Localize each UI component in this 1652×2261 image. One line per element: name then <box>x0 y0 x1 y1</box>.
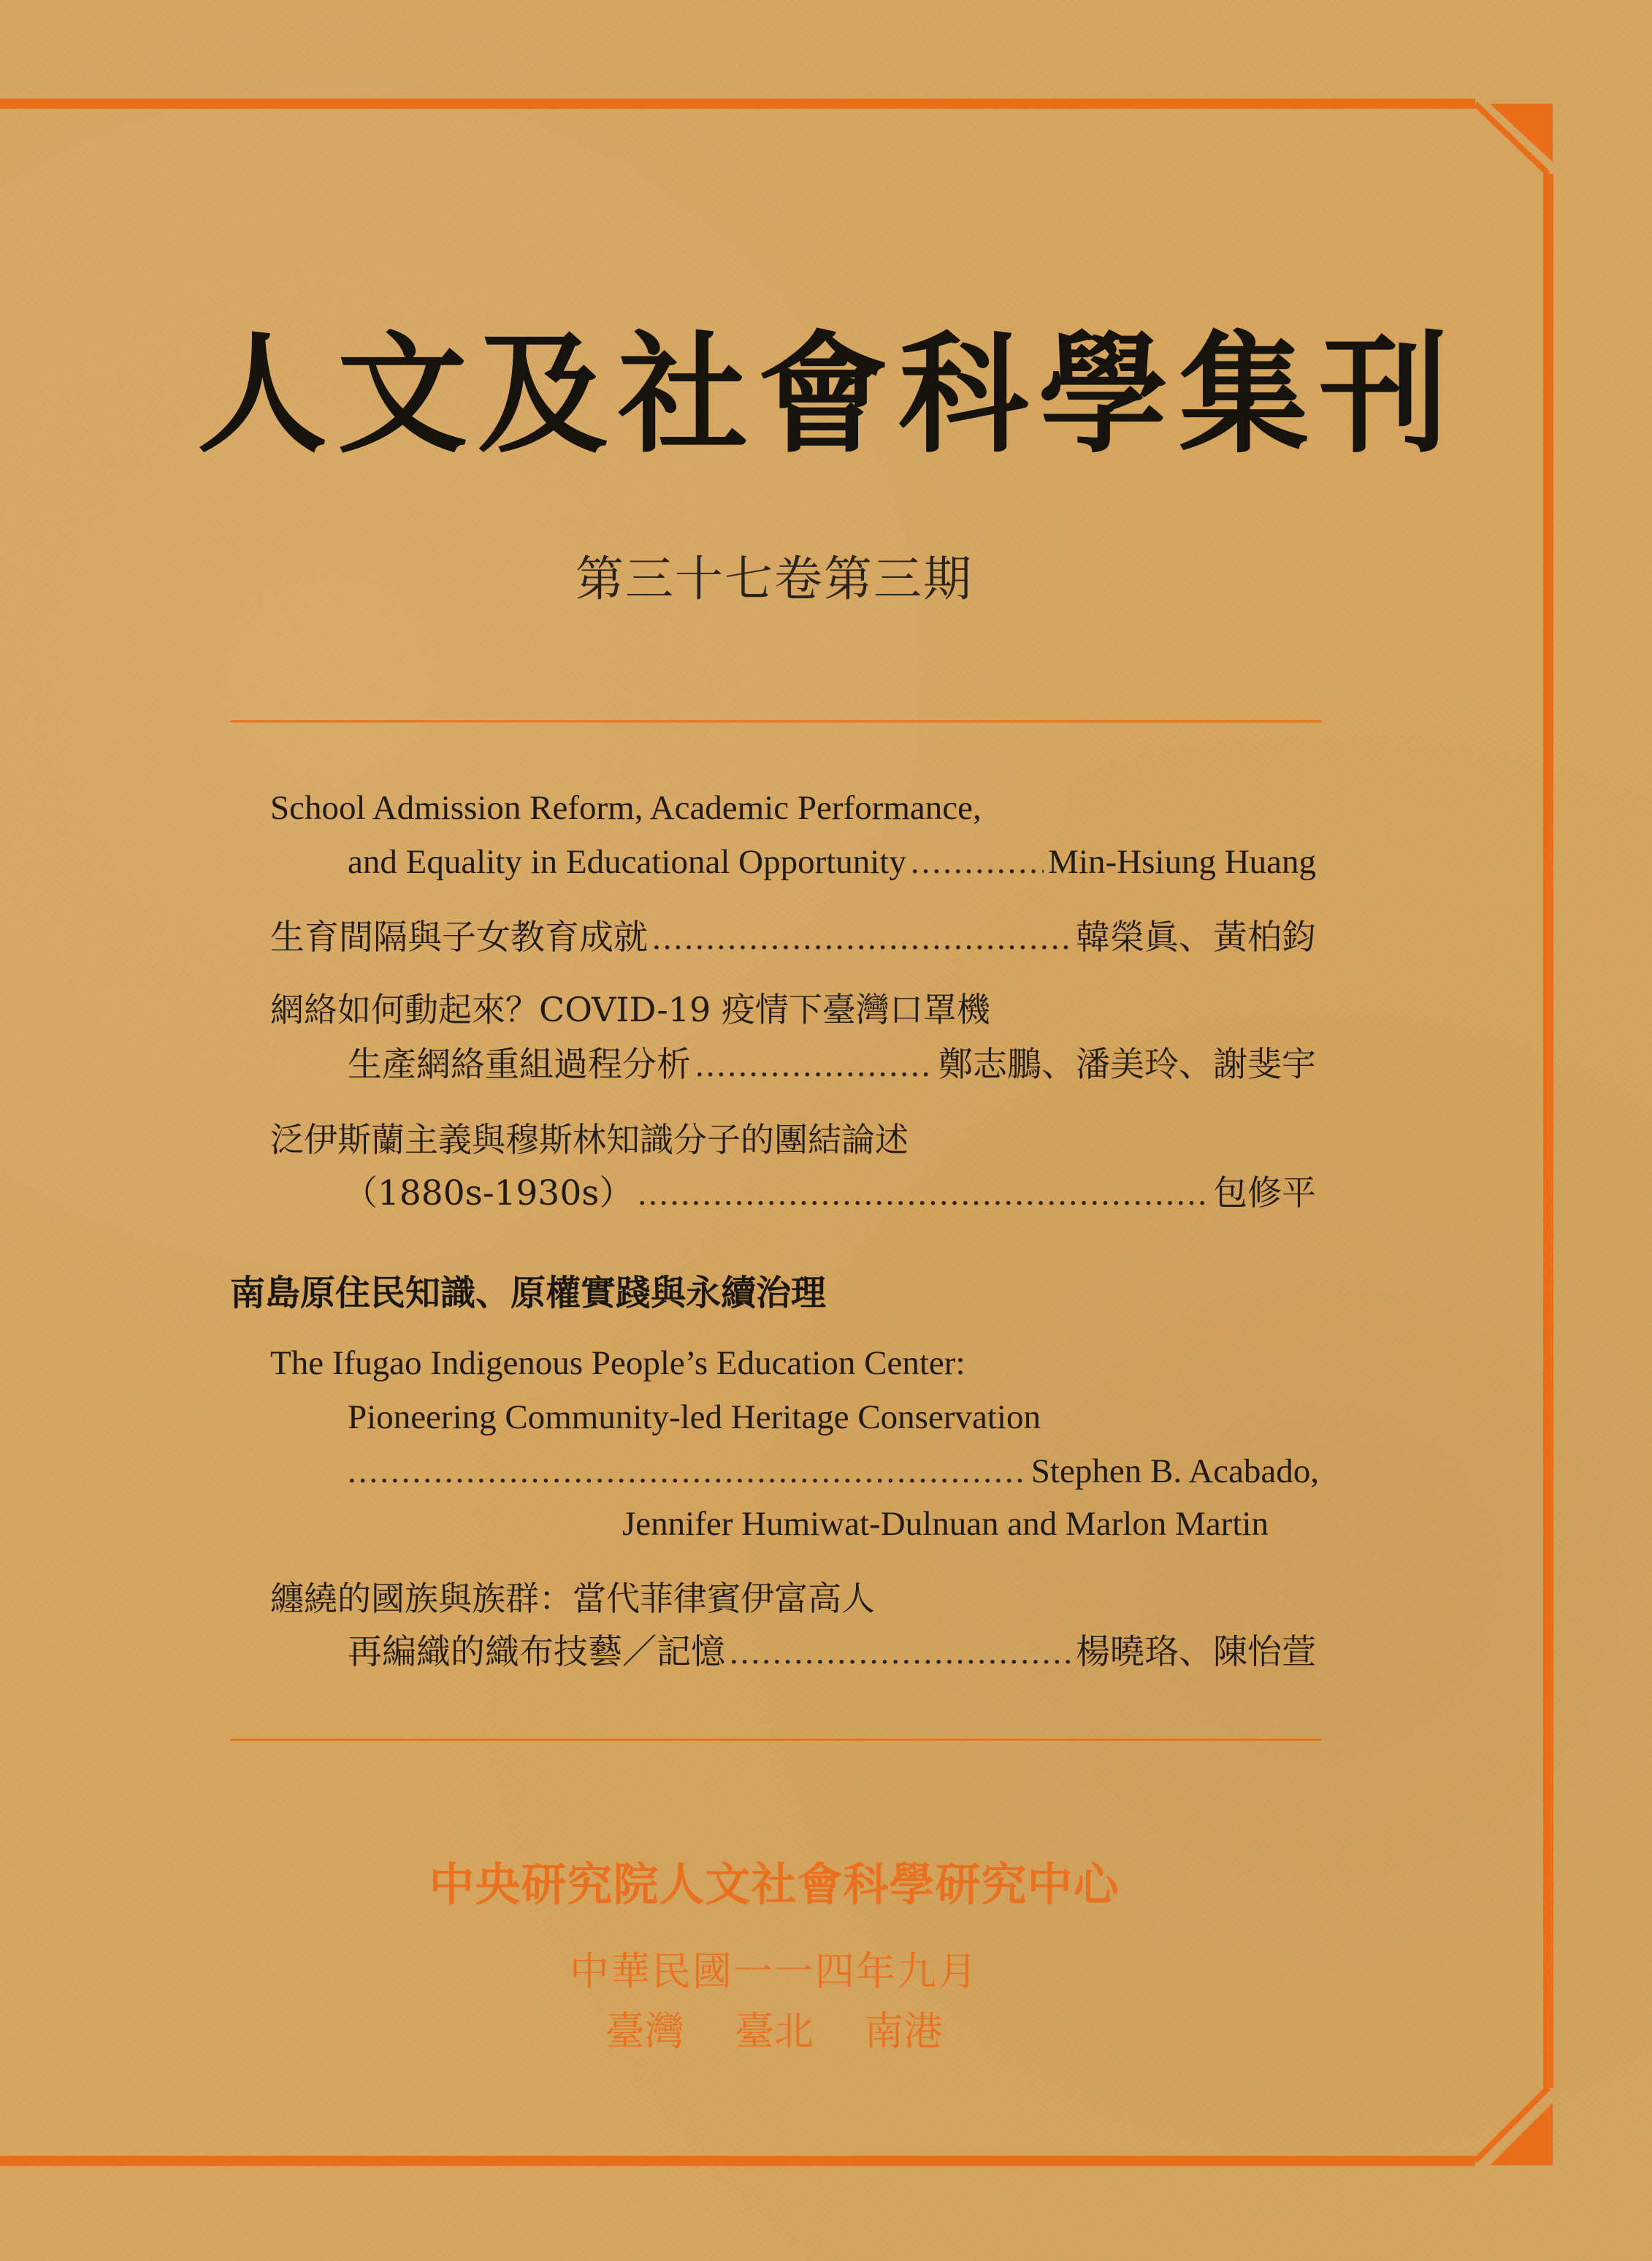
section-article-2-entry[interactable] <box>348 1631 1316 1674</box>
bottom-divider <box>230 1739 1322 1741</box>
article-4-author: 包修平 <box>1213 1173 1316 1213</box>
article-4-title-line2: （1880s-1930s） <box>343 1173 634 1213</box>
issue-number: 第三十七卷第三期 <box>575 551 973 607</box>
article-3-entry[interactable] <box>348 1043 1316 1087</box>
place-district: 南港 <box>864 2008 944 2054</box>
section-article-1-title-line2: Pioneering Community-led Heritage Conservation <box>348 1398 1041 1436</box>
publication-date: 中華民國一一四年九月 <box>570 1948 979 1994</box>
article-4-title-line1: 泛伊斯蘭主義與穆斯林知識分子的團結論述 <box>270 1120 909 1159</box>
place-city: 臺北 <box>735 2008 814 2054</box>
article-1-author: Min-Hsiung Huang <box>1048 843 1316 881</box>
leader-dots <box>348 1449 1027 1493</box>
leader-dots <box>730 1631 1071 1674</box>
section-article-2-author: 楊曉珞、陳怡萱 <box>1076 1632 1316 1672</box>
publisher-name: 中央研究院人文社會科學研究中心 <box>429 1858 1120 1911</box>
section-article-2-title-line1: 纏繞的國族與族群：當代菲律賓伊富高人 <box>270 1579 875 1618</box>
section-article-1-title-line1: The Ifugao Indigenous People’s Education Center: <box>270 1344 965 1382</box>
article-3-title-line2: 生產網絡重組過程分析 <box>348 1045 691 1085</box>
article-2-entry[interactable] <box>270 916 1316 960</box>
article-1-title-line1: School Admission Reform, Academic Performance, <box>270 789 982 827</box>
publication-place <box>0 2006 1548 2057</box>
special-section-title: 南島原住民知識、原權實踐與永續治理 <box>230 1273 827 1313</box>
leader-dots <box>638 1172 1209 1216</box>
article-3-author: 鄭志鵬、潘美玲、謝斐宇 <box>938 1045 1316 1085</box>
place-country: 臺灣 <box>605 2008 684 2054</box>
section-article-1-author-line1: Stephen B. Acabado, <box>1030 1452 1319 1490</box>
section-article-1-author-line2: Jennifer Humiwat-Dulnuan and Marlon Martin <box>622 1505 1269 1543</box>
leader-dots <box>695 1043 934 1087</box>
section-article-1-entry[interactable] <box>348 1449 1319 1493</box>
article-1-title-line2: and Equality in Educational Opportunity <box>348 843 906 881</box>
leader-dots <box>652 916 1071 960</box>
article-2-author: 韓榮眞、黃柏鈞 <box>1076 918 1316 958</box>
article-1-entry[interactable] <box>348 840 1316 884</box>
section-article-2-title-line2: 再編織的織布技藝／記憶 <box>348 1632 725 1672</box>
article-2-title: 生育間隔與子女教育成就 <box>270 918 648 958</box>
journal-title: 人文及社會科學集刊 <box>197 318 1459 470</box>
leader-dots <box>911 840 1044 884</box>
article-3-title-line1: 網絡如何動起來？COVID-19 疫情下臺灣口罩機 <box>270 990 990 1029</box>
article-4-entry[interactable] <box>343 1172 1316 1216</box>
